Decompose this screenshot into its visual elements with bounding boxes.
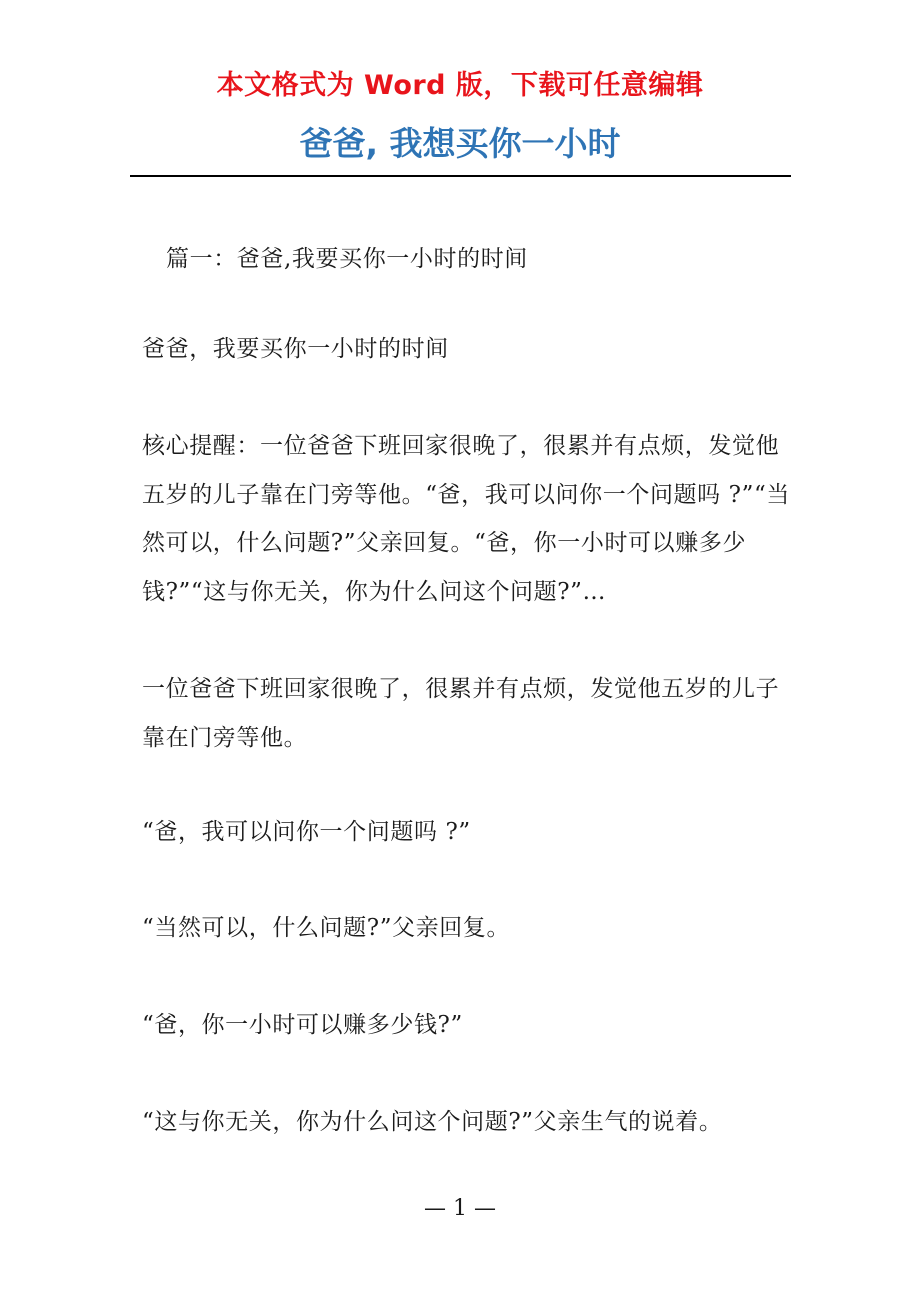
section-heading: 篇一：爸爸,我要买你一小时的时间 bbox=[166, 246, 528, 272]
dialogue-paragraph: “这与你无关，你为什么问这个问题?”父亲生气的说着。 bbox=[142, 1109, 723, 1135]
dialogue-paragraph: “爸，你一小时可以赚多少钱?” bbox=[142, 1012, 463, 1038]
dialogue-paragraph: “爸，我可以问你一个问题吗 ?” bbox=[142, 819, 471, 845]
page-number: — 1 — bbox=[424, 1196, 496, 1221]
format-banner: 本文格式为 Word 版，下载可任意编辑 bbox=[216, 70, 704, 101]
summary-paragraph: 核心提醒：一位爸爸下班回家很晚了，很累并有点烦，发觉他五岁的儿子靠在门旁等他。“爸，我可以问你一个问题吗 ?”“当然可以，什么问题?”父亲回复。“爸，你一小时可以赚多少钱?”“这与你无关，你为什么问这个问题?”… bbox=[142, 433, 790, 605]
document-title: 爸爸, 我想买你一小时 bbox=[299, 124, 621, 163]
subheading-paragraph: 爸爸，我要买你一小时的时间 bbox=[142, 336, 449, 362]
dialogue-paragraph: “当然可以，什么问题?”父亲回复。 bbox=[142, 915, 511, 941]
body-paragraph: 一位爸爸下班回家很晚了，很累并有点烦，发觉他五岁的儿子靠在门旁等他。 bbox=[142, 676, 780, 751]
title-divider bbox=[130, 175, 791, 177]
